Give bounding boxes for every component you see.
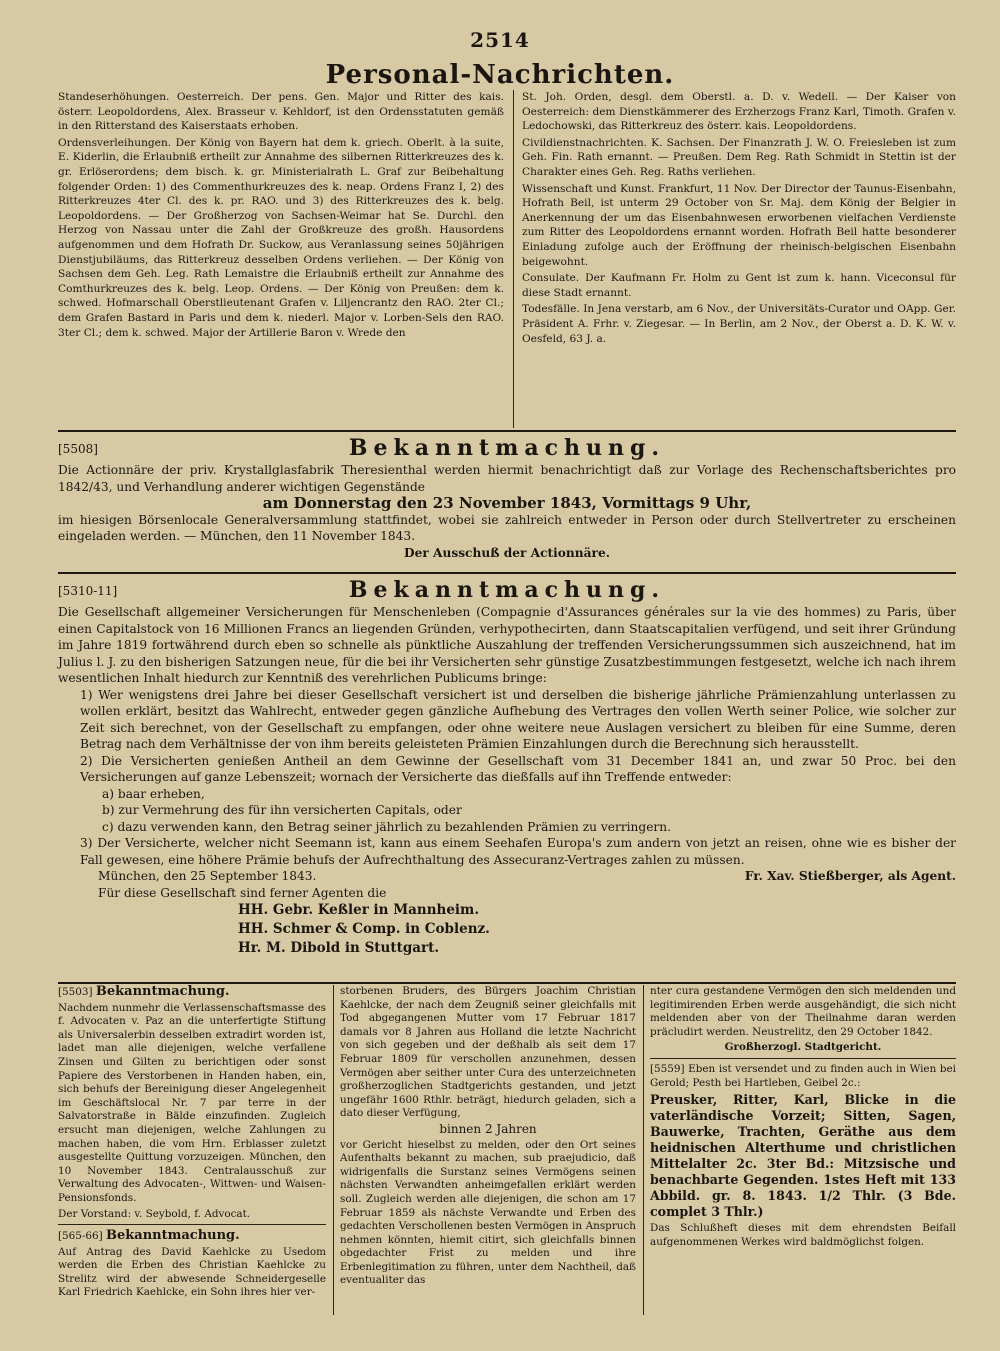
notice-item: 1) Wer wenigstens drei Jahre bei dieser Gesellschaft versichert ist und derselben die bisherige jährliche Prämienzahlung unterlassen zu wollen erklärt, besitzt das Wahlrecht, entweder gegen gänzliche Aufhebung des Vertrages den vollen Werth seiner Police, wie solcher zur Zeit sich berechnet, von der Gesellschaft zu empfangen, oder ohne weitere neue Auslagen versichert zu bleiben für eine Summe, deren Betrag nach dem Verhältnisse der von ihm bereits geleisteten Prämien Einzahlungen durch die Berechnung sich herausstellt. — [80, 687, 956, 751]
notice-divider — [58, 1224, 326, 1225]
notice-insurance — [58, 576, 956, 958]
notice-item: 3) Der Versicherte, welcher nicht Seemann ist, kann aus einem Seehafen Europa's zum andern von jetzt an reisen, ohne wie es bisher der Fall gewesen, eine höhere Prämie behufs der Aufrechthaltung des Assecuranz-Vertrages zahlen zu müssen. — [80, 836, 956, 867]
notice-intro: Die Gesellschaft allgemeiner Versicherungen für Menschenleben (Compagnie d'Assurances générales sur la vie des hommes) zu Paris, über einen Capitalstock von 16 Millionen Francs an liegenden Gründen, verhypothecirten, dann Staatscapitalien verfügend, und seit ihrer Gründung im Jahre 1819 fortwährend durch eben so schnelle als pünktliche Auszahlung der treffenden Versicherungssummen sich auszeichnend, hat im Julius l. J. zu den bisherigen Satzungen neue, für die bei ihr Versicherten sehr günstige Zusatzbestimmungen festgesetzt, welche ich nach ihrem wesentlichen Inhalt hiedurch zur Kenntniß des verehrlichen Publicums bringe: — [58, 605, 956, 685]
notice-reference: [5310-11] — [58, 584, 118, 598]
notice-text: nter cura gestandene Vermögen den sich meldenden und legitimirenden Erben werde ausgehändigt, die sich nicht meldenden aber von der Theilnahme daran werden präcludirt werden. Neustrelitz, den 29 October 1842. — [650, 985, 956, 1038]
notice-actionnaires — [58, 434, 956, 561]
bottom-column-2 — [340, 985, 636, 1315]
notice-signature: Der Vorstand: v. Seybold, f. Advocat. — [58, 1207, 251, 1220]
notice-text: im hiesigen Börsenlocale Generalversammlung stattfindet, wobei sie zahlreich entweder in Person oder durch Stellvertreter zu erscheinen eingeladen werden. — München, den 11 November 1843. — [58, 512, 956, 543]
notice-subitem: a) baar erheben, — [102, 786, 205, 801]
notice-title: Bekanntmachung. — [348, 435, 666, 461]
news-paragraph: Civildienstnachrichten. K. Sachsen. Der Finanzrath J. W. O. Freiesleben ist zum Geh. Fin. Rath ernannt. — Preußen. Dem Reg. Rath Schmidt in Stettin ist der Charakter eines Geh. Reg. Raths verliehen. — [522, 136, 956, 178]
notice-reference: [5508] — [58, 442, 98, 456]
bottom-column-1 — [58, 985, 326, 1315]
page-number: 2514 — [470, 28, 530, 52]
notice-text: vor Gericht hieselbst zu melden, oder den Ort seines Aufenthalts bekannt zu machen, sub praejudicio, daß widrigenfalls die Surstanz seines Vermögens seinen nächsten Verwandten anheimgefallen erklärt werden soll. Zugleich werden alle diejenigen, die schon am 17 Februar 1859 als nächste Verwandte und Erben des gedachten Verschollenen besten Vermögen in Anspruch nehmen könnten, hiemit citirt, sich gleichfalls binnen obgedachter Frist zu melden und ihre Erbenlegitimation zu führen, unter dem Nachtheil, daß eventualiter das — [340, 1138, 636, 1287]
personal-news-right-column — [522, 90, 956, 348]
notice-title: Bekanntmachung. — [348, 577, 666, 603]
notice-text: Eben ist versendet und zu finden auch in Wien bei Gerold; Pesth bei Hartleben, Geibel 2c.: — [650, 1062, 956, 1089]
book-announcement: Preusker, Ritter, Karl, Blicke in die vaterländische Vorzeit; Sitten, Sagen, Bauwerke, Trachten, Geräthe aus dem heidnischen Alterthume und christlichen Mittelalter 2c. 3ter Bd.: Mitzsische und benachbarte Gegenden. 1stes Heft mit 133 Abbild. gr. 8. 1843. 1/2 Thlr. (3 Bde. complet 3 Thlr.) — [650, 1092, 956, 1220]
page-title: Personal-Nachrichten. — [325, 60, 675, 90]
notice-text: Die Actionnäre der priv. Krystallglasfabrik Theresienthal werden hiermit benachrichtigt daß zur Vorlage des Rechenschaftsberichtes pro 1842/43, und Verhandlung anderer wichtigen Gegenstände — [58, 463, 956, 494]
news-paragraph: Todesfälle. In Jena verstarb, am 6 Nov., der Universitäts-Curator und OApp. Ger. Präsident A. Frhr. v. Ziegesar. — In Berlin, am 2 Nov., der Oberst a. D. K. W. v. Oesfeld, 63 J. a. — [522, 303, 956, 345]
agent-line: HH. Gebr. Keßler in Mannheim. — [238, 902, 480, 918]
notice-subitem: b) zur Vermehrung des für ihn versicherten Capitals, oder — [102, 803, 462, 817]
bottom-advertisements — [58, 985, 956, 1315]
personal-news-left-column — [58, 90, 504, 342]
agent-line: Hr. M. Dibold in Stuttgart. — [238, 940, 440, 956]
notice-title: Bekanntmachung. — [95, 985, 230, 999]
personal-news-section — [58, 90, 956, 428]
court-signature: Großherzogl. Stadtgericht. — [724, 1041, 882, 1054]
news-paragraph: Wissenschaft und Kunst. Frankfurt, 11 Nov. Der Director der Taunus-Eisenbahn, Hofrath Beil, ist unterm 29 October von Sr. Maj. dem König der Belgier in Anerkennung der um das Eisenbahnwesen erworbenen vielfachen Verdienste zum Ritter des Leopoldordens ernannt worden. Hofrath Beil hatte besonderer Einladung zufolge auch der Eröffnung der rheinisch-belgischen Eisenbahn beigewohnt. — [522, 182, 956, 268]
notice-text: Nachdem nunmehr die Verlassenschaftsmasse des f. Advocaten v. Paz an die unterfertigte Stiftung als Universalerbin desselben extradirt worden ist, ladet man alle diejenigen, welche verfallene Zinsen und Gilten zu berichtigen oder sonst Papiere des Verstorbenen in Handen haben, ein, sich behufs der Bereinigung dieser Angelegenheit im Geschäftslocal Nr. 7 par terre in der Salvatorstraße in Bälde einzufinden. Zugleich ersucht man diejenigen, welche Zahlungen zu machen haben, die vom Hrn. Erblasser zuletzt ausgestellte Quittung vorzuzeigen. München, den 10 November 1843. Centralausschuß zur Verwaltung des Advocaten-, Wittwen- und Waisen-Pensionsfonds. — [58, 1001, 326, 1204]
news-paragraph: St. Joh. Orden, desgl. dem Oberstl. a. D. v. Wedell. — Der Kaiser von Oesterreich: dem Dienstkämmerer des Erzherzogs Franz Karl, Timoth. Grafen v. Ledochowski, das Ritterkreuz des österr. kais. Leopoldordens. — [522, 91, 956, 133]
news-paragraph: Standeserhöhungen. Oesterreich. Der pens. Gen. Major und Ritter des kais. österr. Leopoldordens, Alex. Brasseur v. Kehldorf, ist den Ordensstatuten gemäß in den Ritterstand des Kaiserstaats erhoben. — [58, 91, 504, 133]
meeting-date: am Donnerstag den 23 November 1843, Vormittags 9 Uhr, — [262, 494, 752, 512]
section-rule — [58, 430, 956, 432]
column-divider — [513, 90, 514, 428]
news-paragraph: Ordensverleihungen. Der König von Bayern hat dem k. griech. Oberlt. à la suite, E. Kiderlin, die Erlaubniß ertheilt zur Annahme des silbernen Ritterkreuzes des k. gr. Erlöserordens; dem bisch. k. gr. Ministerialrath L. Graf zur Beibehaltung folgender Orden: 1) des Commenthurkreuzes des k. neap. Ordens Franz I, 2) des Ritterkreuzes 4ter Cl. des k. pr. RAO. und 3) des Ritterkreuzes des k. belg. Leopoldordens. — Der Großherzog von Sachsen-Weimar hat Se. Durchl. den Herzog von Nassau unter die Zahl der Großkreuze des großh. Hausordens aufgenommen und dem Hofrath Dr. Suckow, aus Veranlassung seines 50jährigen Dienstjubiläums, das Ritterkreuz desselben Ordens verliehen. — Der König von Sachsen dem Geh. Leg. Rath Lemaistre die Erlaubniß ertheilt zur Annahme des Comthurkreuzes des k. belg. Leop. Ordens. — Der König von Preußen: dem k. schwed. Hofmarschall Oberstlieutenant Grafen v. Liljencrantz den RAO. 2ter Cl.; dem Grafen Bastard in Paris und dem k. niederl. Major v. Lorben-Sels den RAO. 3ter Cl.; dem k. schwed. Major der Artillerie Baron v. Wrede den — [58, 136, 504, 339]
notice-divider — [650, 1058, 956, 1059]
agent-signature: Fr. Xav. Stießberger, als Agent. — [744, 869, 956, 883]
notice-text: storbenen Bruders, des Bürgers Joachim Christian Kaehlcke, der nach dem Zeugniß seiner gleichfalls mit Tod abgegangenen Mutter vom 17 Februar 1817 damals vor 8 Jahren aus Holland die letzte Nachricht von sich gegeben und der deßhalb als seit dem 17 Februar 1809 für verschollen anzunehmen, dessen Vermögen aber seither unter Cura des unterzeichneten großherzoglichen Stadtgerichts gestanden, und jetzt ungefähr 1600 Rthlr. beträgt, hiedurch geladen, sich a dato dieser Verfügung, — [340, 985, 636, 1120]
notice-reference: [5503] — [58, 986, 93, 998]
notice-title: Bekanntmachung. — [106, 1228, 240, 1244]
bottom-column-3 — [650, 985, 956, 1315]
notice-text: Auf Antrag des David Kaehlcke zu Usedom werden die Erben des Christian Kaehlcke zu Strelitz wird der abwesende Schneidergeselle Karl Friedrich Kaehlcke, ein Sohn ihres hier ver- — [58, 1245, 326, 1299]
section-rule — [58, 982, 956, 984]
deadline: binnen 2 Jahren — [439, 1121, 537, 1136]
notice-text: Das Schlußheft dieses mit dem ehrendsten Beifall aufgenommenen Werkes wird baldmöglichst folgen. — [650, 1222, 956, 1248]
place-date: München, den 25 September 1843. — [98, 869, 317, 883]
column-divider — [643, 985, 644, 1315]
notice-reference: [565-66] — [58, 1230, 103, 1243]
notice-reference: [5559] — [650, 1062, 685, 1075]
agents-intro: Für diese Gesellschaft sind ferner Agenten die — [98, 885, 387, 900]
notice-item: 2) Die Versicherten genießen Antheil an dem Gewinne der Gesellschaft vom 31 December 1841 an, und zwar 50 Proc. bei den Versicherungen auf ganze Lebenszeit; wornach der Versicherte das dießfalls auf ihn Treffende entweder: — [80, 753, 956, 784]
section-rule — [58, 572, 956, 574]
news-paragraph: Consulate. Der Kaufmann Fr. Holm zu Gent ist zum k. hann. Viceconsul für diese Stadt ernannt. — [522, 272, 956, 299]
agent-line: HH. Schmer & Comp. in Coblenz. — [238, 921, 490, 937]
notice-signature: Der Ausschuß der Actionnäre. — [404, 545, 610, 560]
notice-subitem: c) dazu verwenden kann, den Betrag seiner jährlich zu bezahlenden Prämien zu verringern. — [102, 819, 671, 834]
column-divider — [333, 985, 334, 1315]
